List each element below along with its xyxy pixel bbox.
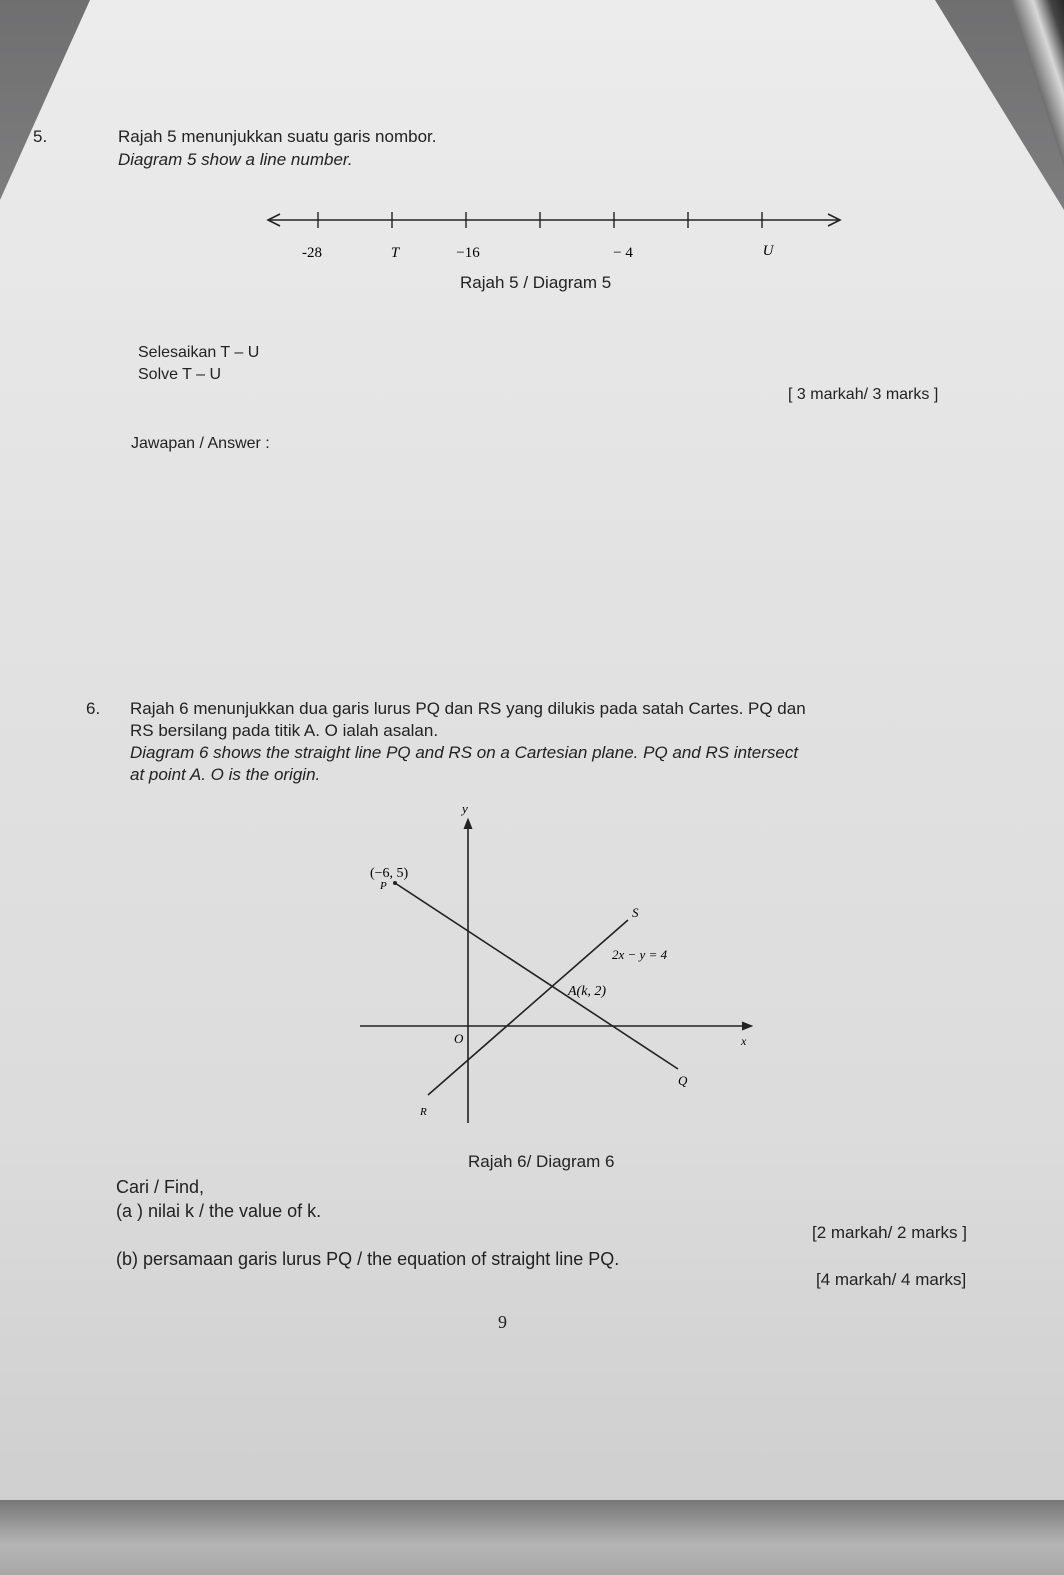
q6-marks-a: [2 markah/ 2 marks ] [812, 1223, 967, 1242]
desk-edge [0, 1500, 1064, 1575]
q6-text-line2: RS bersilang pada titik A. O ialah asalan. [130, 721, 439, 740]
nl-label-U: U [762, 243, 774, 259]
q5-instruction-ms: Selesaikan T – U [138, 344, 260, 361]
line-RS [428, 920, 628, 1095]
q5-instruction-en: Solve T – U [138, 366, 222, 383]
origin-label: O [454, 1031, 464, 1046]
x-axis-arrow [742, 1022, 752, 1030]
point-Q-label: Q [678, 1073, 688, 1088]
q6-caption: Rajah 6/ Diagram 6 [468, 1152, 615, 1171]
nl-label-minus28: -28 [302, 245, 322, 261]
point-R-label: R [420, 1106, 427, 1118]
q6-number: 6. [86, 699, 101, 718]
number-line-diagram [250, 200, 860, 270]
point-P-label: P [380, 880, 387, 892]
nl-label-minus16: −16 [456, 245, 480, 261]
q6-marks-b: [4 markah/ 4 marks] [816, 1270, 967, 1289]
q5-marks: [ 3 markah/ 3 marks ] [788, 386, 939, 403]
cartesian-diagram [350, 795, 770, 1135]
point-A-label: A(k, 2) [568, 984, 607, 999]
nl-label-T: T [390, 245, 400, 261]
rs-equation-label: 2x − y = 4 [612, 947, 668, 962]
q5-number: 5. [33, 127, 48, 146]
nl-label-minus4: − 4 [613, 245, 633, 261]
page-number: 9 [498, 1312, 507, 1332]
q6-text-line1: Rajah 6 menunjukkan dua garis lurus PQ dan RS yang dilukis pada satah Cartes. PQ dan [130, 699, 806, 718]
point-P [393, 881, 397, 885]
point-S-label: S [632, 905, 639, 920]
q5-answer-label: Jawapan / Answer : [131, 435, 270, 452]
q6-text-line3: Diagram 6 shows the straight line PQ and RS on a Cartesian plane. PQ and RS intersect [130, 743, 799, 762]
q6-find: Cari / Find, [116, 1177, 205, 1197]
q5-text-en: Diagram 5 show a line number. [118, 150, 353, 169]
point-P-coordinate: (−6, 5) [370, 866, 409, 881]
q5-caption: Rajah 5 / Diagram 5 [460, 273, 612, 292]
q6-part-b: (b) persamaan garis lurus PQ / the equation of straight line PQ. [116, 1249, 620, 1269]
q6-part-a: (a ) nilai k / the value of k. [116, 1201, 322, 1221]
q6-text-line4: at point A. O is the origin. [130, 765, 321, 784]
x-axis-label: x [741, 1034, 747, 1048]
y-axis-label: y [462, 801, 468, 816]
y-axis-arrow [464, 819, 472, 829]
q5-text-ms: Rajah 5 menunjukkan suatu garis nombor. [118, 127, 437, 146]
